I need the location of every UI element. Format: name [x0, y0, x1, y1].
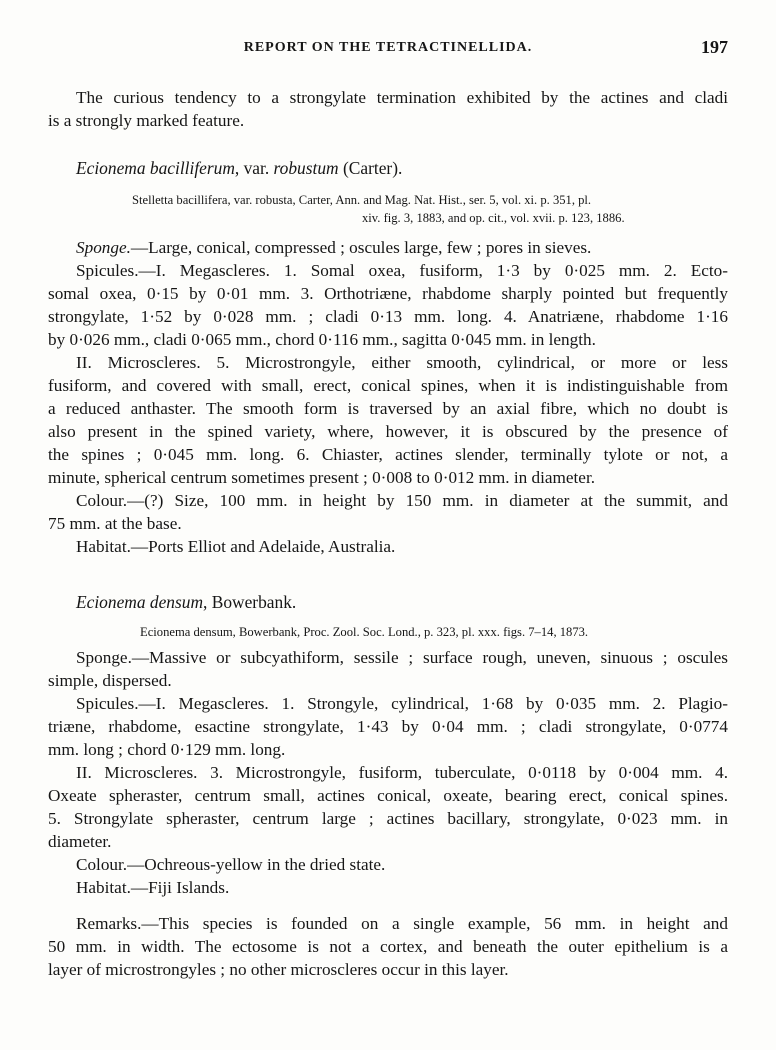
reference-line: Ecionema densum, Bowerbank, Proc. Zool. Soc. Lond., p. 323, pl. xxx. figs. 7–14, 1873.: [140, 625, 589, 639]
species-name: Ecionema densum: [76, 592, 204, 612]
text-line: strongylate, 1·52 by 0·028 mm. ; cladi 0·13 mm. long. 4. Anatriæne, rhabdome 1·16: [48, 307, 728, 326]
text-line: The curious tendency to a strongylate termination exhibited by the actines and cladi: [76, 88, 728, 107]
text-line: II. Microscleres. 3. Microstrongyle, fusiform, tuberculate, 0·0118 by 0·004 mm. 4.: [76, 763, 728, 782]
text-line: Spicules.—I. Megascleres. 1. Strongyle, cylindrical, 1·68 by 0·035 mm. 2. Plagio-: [76, 694, 728, 713]
text-line: by 0·026 mm., cladi 0·065 mm., chord 0·116 mm., sagitta 0·045 mm. in length.: [48, 330, 596, 349]
text-line: 50 mm. in width. The ectosome is not a cortex, and beneath the outer epithelium is a: [48, 937, 728, 956]
text-line: 75 mm. at the base.: [48, 514, 182, 533]
text-line: a reduced anthaster. The smooth form is traversed by an axial fibre, which no doubt is: [48, 399, 728, 418]
text-line: somal oxea, 0·15 by 0·01 mm. 3. Orthotriæne, rhabdome sharply pointed but frequently: [48, 284, 728, 303]
page-number: 197: [701, 37, 728, 57]
var-label: , var.: [234, 158, 274, 178]
reference-line: Stelletta bacillifera, var. robusta, Carter, Ann. and Mag. Nat. Hist., ser. 5, vol. xi. p. 351, pl.: [132, 193, 592, 207]
text-line: Habitat.—Ports Elliot and Adelaide, Australia.: [76, 537, 396, 556]
species-heading: [76, 592, 296, 613]
species-name: Ecionema bacilliferum: [76, 158, 235, 178]
running-head: REPORT ON THE TETRACTINELLIDA.: [243, 40, 533, 55]
text-line: minute, spherical centrum sometimes present ; 0·008 to 0·012 mm. in diameter.: [48, 468, 596, 487]
text-line: mm. long ; chord 0·129 mm. long.: [48, 740, 286, 759]
text-line: II. Microscleres. 5. Microstrongyle, either smooth, cylindrical, or more or less: [76, 353, 728, 372]
species2-description: [48, 646, 728, 899]
text-line: Remarks.—This species is founded on a single example, 56 mm. in height and: [76, 914, 728, 933]
text-line: the spines ; 0·045 mm. long. 6. Chiaster, actines slender, terminally tylote or not, a: [48, 445, 728, 464]
text-line: Oxeate spheraster, centrum small, actines conical, oxeate, bearing erect, conical spines.: [48, 786, 728, 805]
text-line: is a strongly marked feature.: [48, 111, 245, 130]
remarks-paragraph: [48, 912, 728, 981]
text-line: diameter.: [48, 832, 112, 851]
text-line: triæne, rhabdome, esactine strongylate, 1·43 by 0·04 mm. ; cladi strongylate, 0·0774: [48, 717, 728, 736]
text-line: simple, dispersed.: [48, 671, 172, 690]
text-line: Spicules.—I. Megascleres. 1. Somal oxea, fusiform, 1·3 by 0·025 mm. 2. Ecto-: [76, 261, 728, 280]
species-heading: [76, 158, 402, 179]
sponge-line: [48, 236, 728, 259]
variety-name: robustum: [273, 158, 339, 178]
page-header: [48, 37, 728, 64]
label: Sponge.: [76, 238, 131, 257]
intro-paragraph: [48, 86, 728, 132]
text-line: Colour.—Ochreous-yellow in the dried state.: [76, 855, 386, 874]
text-line: Sponge.—Massive or subcyathiform, sessile ; surface rough, uneven, sinuous ; oscules: [76, 648, 728, 667]
species-author: , Bowerbank.: [203, 592, 297, 612]
text: —Large, conical, compressed ; oscules large, few ; pores in sieves.: [130, 238, 592, 257]
text-line: fusiform, and covered with small, erect, conical spines, when it is indistinguishable from: [48, 376, 728, 395]
text-line: 5. Strongylate spheraster, centrum large ; actines bacillary, strongylate, 0·023 mm. in: [48, 809, 728, 828]
text-line: layer of microstrongyles ; no other microscleres occur in this layer.: [48, 960, 509, 979]
species1-description: [48, 236, 728, 558]
text-line: Colour.—(?) Size, 100 mm. in height by 150 mm. in diameter at the summit, and: [76, 491, 728, 510]
text-line: also present in the spined variety, where, however, it is obscured by the presence of: [48, 422, 728, 441]
text-line: Habitat.—Fiji Islands.: [76, 878, 230, 897]
species-author: (Carter).: [338, 158, 403, 178]
reference-line: xiv. fig. 3, 1883, and op. cit., vol. xvii. p. 123, 1886.: [362, 211, 625, 225]
